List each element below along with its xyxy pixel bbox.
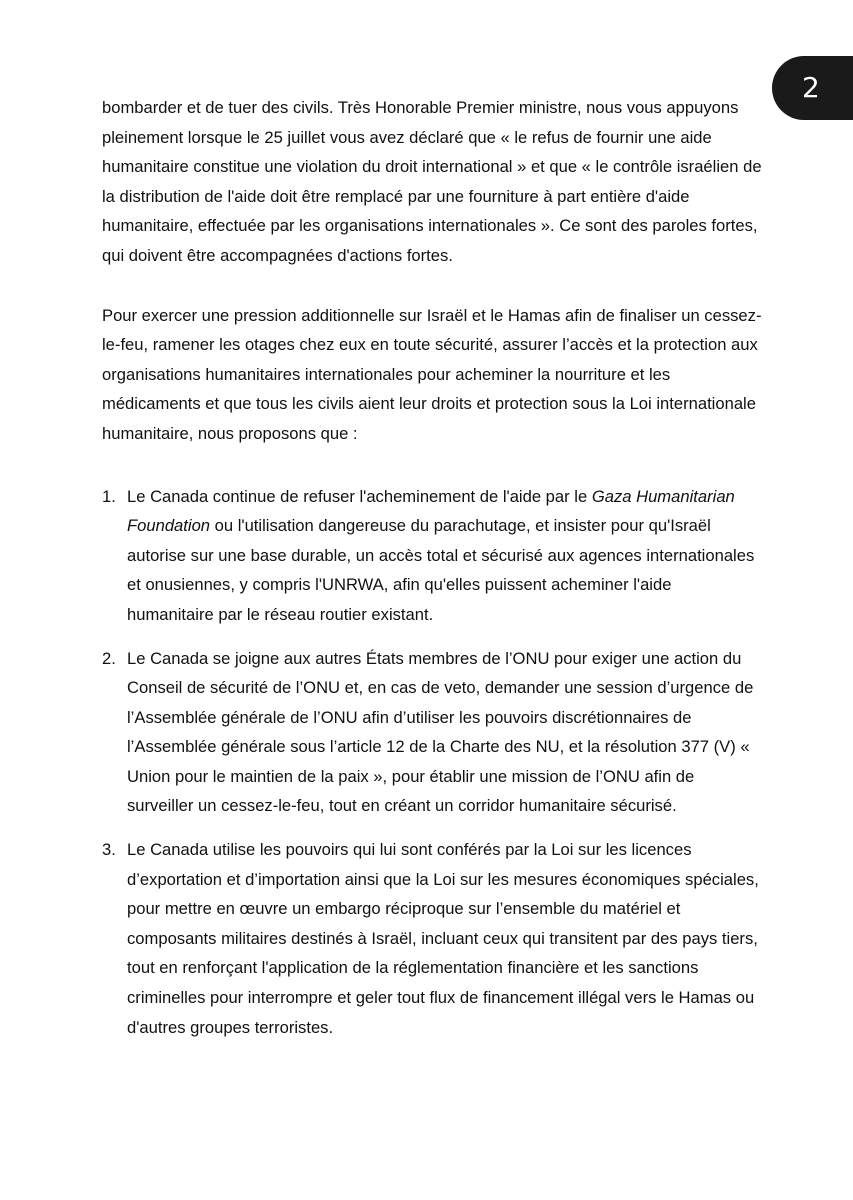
list-item-number: 1. (102, 486, 116, 506)
list-item (102, 835, 762, 1042)
paragraph-proposal: Pour exercer une pression additionnelle sur Israël et le Hamas afin de finaliser un cessez-le-feu, ramener les otages chez eux en toute sécurité, assurer l’accès et la protection aux organisations humanitaires internationales pour acheminer la nourriture et les médicaments et que tous les civils aient leur droits et protection sous la Loi internationale humanitaire, nous proposons que : (102, 305, 762, 443)
list-item (102, 644, 762, 822)
document-body (102, 93, 762, 1056)
list-item-text: Le Canada se joigne aux autres États membres de l’ONU pour exiger une action du Conseil de sécurité de l’ONU et, en cas de veto, demander une session d’urgence de l’Assemblée générale de l’ONU afin d’utiliser les pouvoirs discrétionnaires de l’Assemblée générale sous l’article 12 de la Charte des NU, et la résolution 377 (V) « Union pour le maintien de la paix », pour établir une mission de l’ONU afin de surveiller un cessez-le-feu, tout en créant un corridor humanitaire sécurisé. (127, 648, 754, 816)
page-number: 2 (802, 71, 820, 104)
list-item-text-part: Le Canada continue de refuser l'acheminement de l'aide par le (127, 486, 592, 506)
list-item-text: Le Canada utilise les pouvoirs qui lui sont conférés par la Loi sur les licences d’exportation et d’importation ainsi que la Loi sur les mesures économiques spéciales, pour mettre en œuvre un embargo réciproque sur l’ensemble du matériel et composants militaires destinés à Israël, incluant ceux qui transitent par des pays tiers, tout en renforçant l'application de la réglementation financière et les sanctions criminelles pour interrompre et geler tout flux de financement illégal vers le Hamas ou d'autres groupes terroristes. (127, 840, 759, 1037)
paragraph-intro: bombarder et de tuer des civils. Très Honorable Premier ministre, nous vous appuyons pleinement lorsque le 25 juillet vous avez déclaré que « le refus de fournir une aide humanitaire constitue une violation du droit international » et que « le contrôle israélien de la distribution de l'aide doit être remplacé par une fourniture à part entière d'aide humanitaire, effectuée par les organisations internationales ». Ce sont des paroles fortes, qui doivent être accompagnées d'actions fortes. (102, 98, 762, 265)
proposal-list (102, 482, 762, 1043)
list-item-text (127, 487, 754, 624)
list-item-italic-text: Gaza Humanitarian Foundation (127, 486, 735, 536)
page-number-badge (772, 56, 853, 120)
list-item-number: 3. (102, 840, 116, 860)
list-item (102, 482, 762, 630)
list-item-text-part: ou l'utilisation dangereuse du parachutage, et insister pour qu'Israël autorise sur une base durable, un accès total et sécurisé aux agences internationales et onusiennes, y compris l'UNRWA, afin qu'elles puissent acheminer l'aide humanitaire par le réseau routier existant. (127, 516, 755, 624)
list-item-number: 2. (102, 648, 116, 668)
